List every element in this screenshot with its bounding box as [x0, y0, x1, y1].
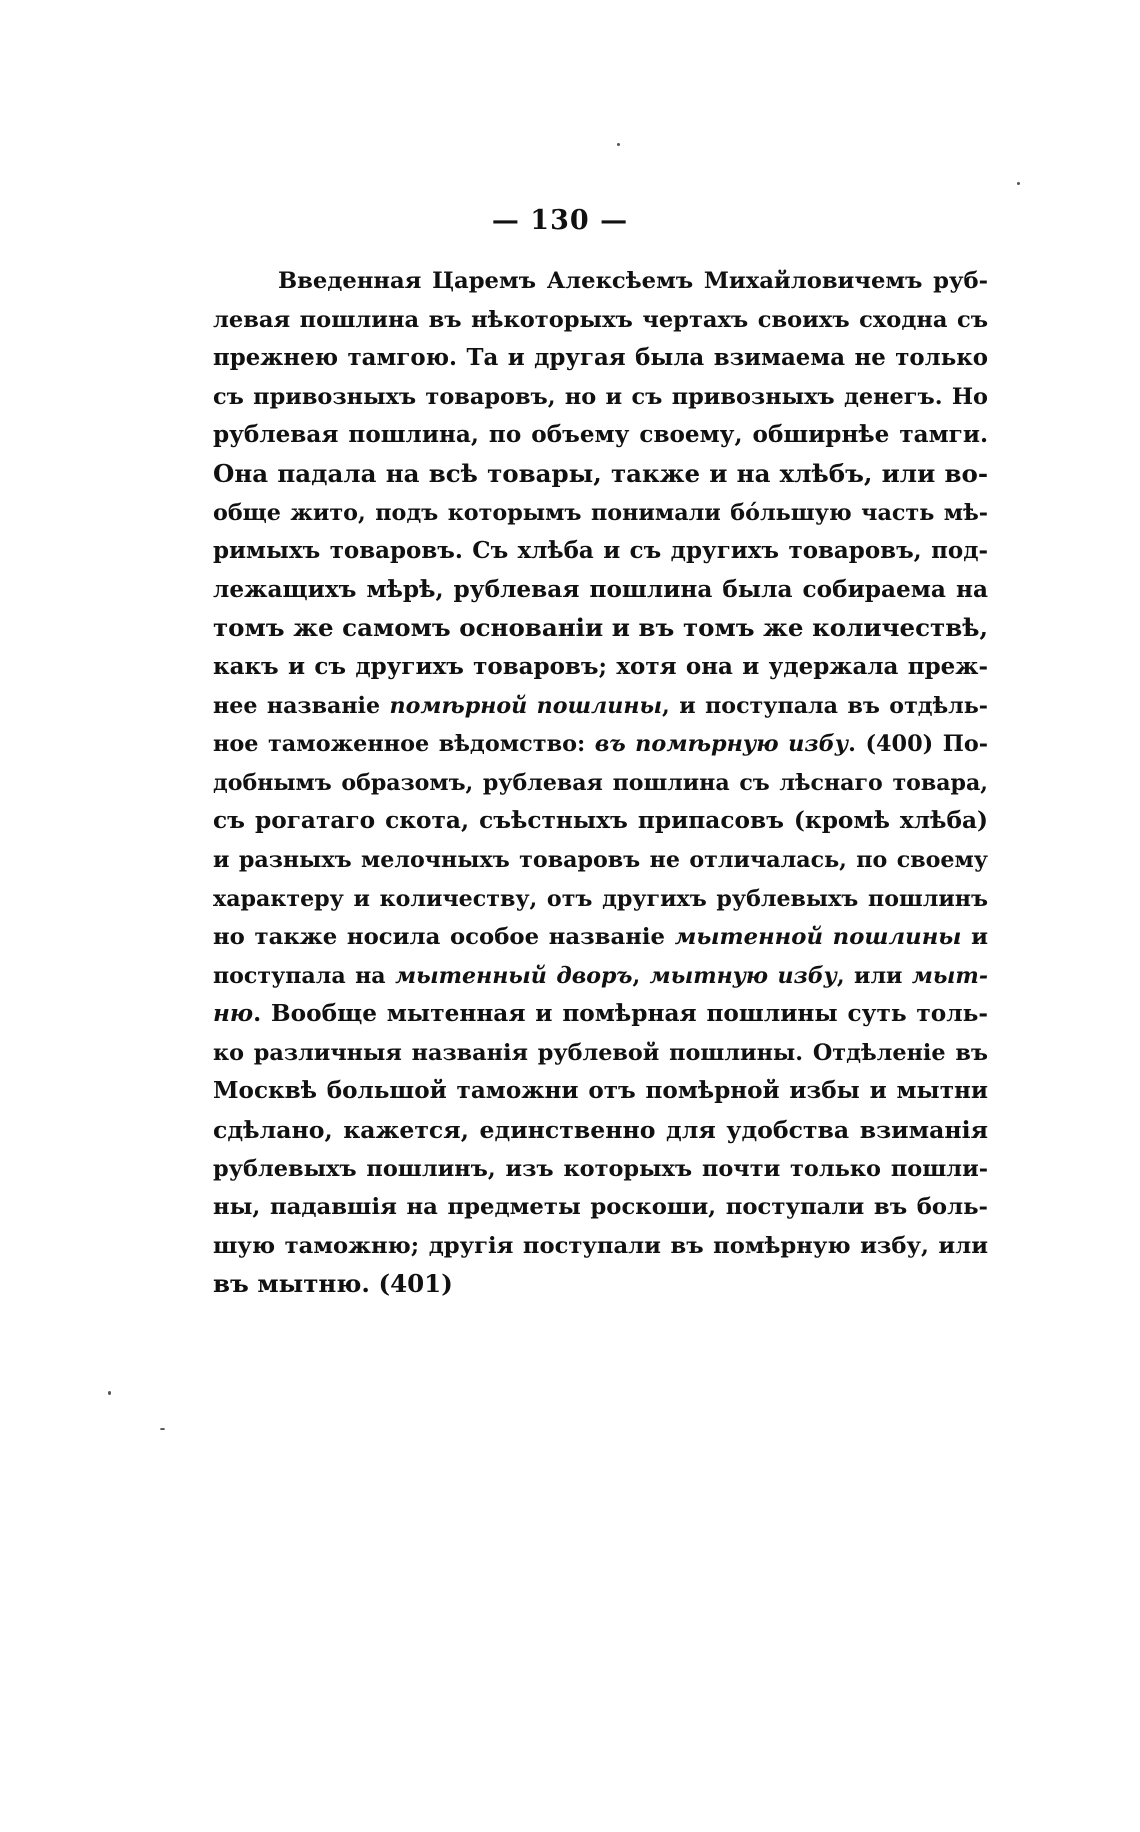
text-line: ню. Вообще мытенная и помѣрная пошлины суть толь- [213, 1000, 988, 1028]
italic-term: въ помѣрную избу [594, 731, 849, 758]
scan-speck [108, 1391, 111, 1395]
italic-term: ню [213, 1000, 254, 1028]
text-line: рублевыхъ пошлинъ, изъ которыхъ почти только пошли- [213, 1155, 988, 1182]
text-line: ко различныя названія рублевой пошлины. Отдѣленіе въ [213, 1039, 988, 1066]
italic-term: помѣрной пошлины [389, 692, 663, 719]
italic-term: мытную избу [649, 962, 837, 989]
italic-term: мытенной пошлины [674, 924, 962, 951]
text-line: сдѣлано, кажется, единственно для удобства взиманія [213, 1116, 988, 1145]
text-line: характеру и количеству, отъ другихъ рублевыхъ пошлинъ [213, 885, 988, 912]
text-line: и разныхъ мелочныхъ товаровъ не отличалась, по своему [213, 846, 988, 873]
text-line: добнымъ образомъ, рублевая пошлина съ лѣснаго товара, [213, 769, 988, 796]
text-line: римыхъ товаровъ. Съ хлѣба и съ другихъ товаровъ, под- [213, 537, 988, 565]
text-line: шую таможню; другія поступали въ помѣрную избу, или [213, 1232, 988, 1259]
text-line: какъ и съ другихъ товаровъ; хотя она и удержала преж- [213, 652, 988, 680]
text-line: лежащихъ мѣрѣ, рублевая пошлина была собираема на [213, 575, 988, 603]
italic-term: мыт- [911, 962, 988, 989]
text-line: нее названіе помѣрной пошлины, и поступала въ отдѣль- [213, 692, 988, 719]
text-line: левая пошлина въ нѣкоторыхъ чертахъ своихъ сходна съ [213, 306, 988, 333]
text-line: съ рогатаго скота, съѣстныхъ припасовъ (кромѣ хлѣба) [213, 807, 988, 835]
text-line: Введенная Царемъ Алексѣемъ Михайловичемъ руб- [278, 268, 988, 294]
text-line: ны, падавшія на предметы роскоши, поступали въ боль- [213, 1194, 988, 1221]
text-line: прежнею тамгою. Та и другая была взимаема не только [213, 345, 988, 372]
page-number: — 130 — [491, 205, 629, 236]
text-line: ное таможенное вѣдомство: въ помѣрную избу. (400) По- [213, 731, 988, 758]
text-line: но также носила особое названіе мытенной пошлины и [213, 924, 988, 951]
body-paragraph [213, 262, 988, 1304]
text-line: обще жито, подъ которымъ понимали бо́льшую часть мѣ- [213, 499, 988, 526]
text-line: Она падала на всѣ товары, также и на хлѣбъ, или во- [213, 458, 988, 488]
text-line: съ привозныхъ товаровъ, но и съ привозныхъ денегъ. Но [213, 383, 988, 410]
italic-term: мытенный дворъ [395, 962, 633, 989]
text-line: поступала на мытенный дворъ, мытную избу, или мыт- [213, 962, 988, 989]
scan-speck [1017, 182, 1020, 185]
text-line: рублевая пошлина, по объему своему, обширнѣе тамги. [213, 421, 988, 449]
text-line: Москвѣ большой таможни отъ помѣрной избы и мытни [213, 1077, 988, 1105]
scan-speck [160, 1428, 165, 1430]
text-line: томъ же самомъ основаніи и въ томъ же количествѣ, [213, 613, 988, 643]
text-line: въ мытню. (401) [213, 1269, 453, 1299]
scan-speck [617, 143, 620, 146]
